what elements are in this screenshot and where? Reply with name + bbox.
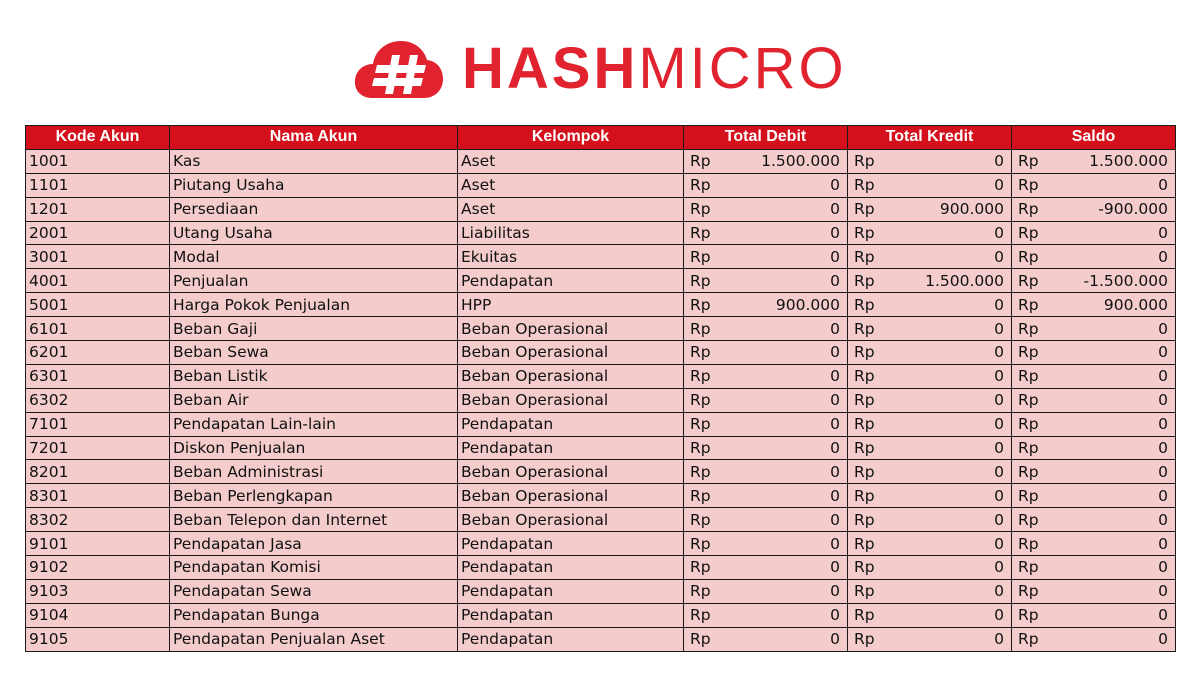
currency-label: Rp xyxy=(690,152,711,171)
table-row xyxy=(26,269,1176,293)
cell-saldo xyxy=(1012,603,1176,627)
currency-label: Rp xyxy=(1018,271,1039,290)
currency-label: Rp xyxy=(854,630,875,649)
currency-label: Rp xyxy=(690,200,711,219)
currency-label: Rp xyxy=(1018,534,1039,553)
cell-kode-akun: 4001 xyxy=(26,269,170,293)
table-row xyxy=(26,508,1176,532)
currency-label: Rp xyxy=(1018,462,1039,481)
amount-value: 0 xyxy=(830,176,840,195)
cell-nama-akun: Pendapatan Jasa xyxy=(170,532,458,556)
currency-label: Rp xyxy=(1018,319,1039,338)
currency-label: Rp xyxy=(854,391,875,410)
currency-label: Rp xyxy=(1018,224,1039,242)
cell-total-debit xyxy=(684,341,848,365)
currency-label: Rp xyxy=(1018,152,1039,171)
currency-label: Rp xyxy=(854,486,875,505)
currency-label: Rp xyxy=(854,295,875,314)
amount-value: 0 xyxy=(1158,391,1168,410)
currency-label: Rp xyxy=(690,582,711,601)
cell-saldo xyxy=(1012,484,1176,508)
cell-kelompok: Pendapatan xyxy=(458,627,684,651)
amount-value: 0 xyxy=(994,319,1004,338)
cell-total-kredit xyxy=(848,579,1012,603)
cell-kode-akun: 1201 xyxy=(26,197,170,221)
amount-value: 900.000 xyxy=(1103,295,1168,314)
cell-kode-akun: 3001 xyxy=(26,245,170,269)
cell-saldo xyxy=(1012,579,1176,603)
cell-nama-akun: Beban Listik xyxy=(170,364,458,388)
cell-total-kredit xyxy=(848,532,1012,556)
table-row xyxy=(26,388,1176,412)
amount-value: 0 xyxy=(994,367,1004,386)
amount-value: 0 xyxy=(830,200,840,219)
amount-value: 0 xyxy=(994,247,1004,266)
currency-label: Rp xyxy=(690,224,711,242)
table-row xyxy=(26,603,1176,627)
cell-kelompok: Pendapatan xyxy=(458,603,684,627)
amount-value: 0 xyxy=(830,247,840,266)
cell-total-debit xyxy=(684,412,848,436)
currency-label: Rp xyxy=(854,558,875,577)
currency-label: Rp xyxy=(854,606,875,625)
cell-total-debit xyxy=(684,603,848,627)
cell-kelompok: Pendapatan xyxy=(458,269,684,293)
amount-value: 900.000 xyxy=(775,295,840,314)
cell-kode-akun: 9103 xyxy=(26,579,170,603)
cell-saldo xyxy=(1012,173,1176,197)
table-row xyxy=(26,556,1176,580)
amount-value: 0 xyxy=(1158,439,1168,458)
table-header-row xyxy=(26,126,1176,150)
currency-label: Rp xyxy=(854,200,875,219)
currency-label: Rp xyxy=(1018,176,1039,195)
cell-kelompok: Pendapatan xyxy=(458,436,684,460)
brand-wordmark xyxy=(462,36,847,102)
amount-value: 0 xyxy=(994,176,1004,195)
header-kelompok: Kelompok xyxy=(458,126,684,150)
brand-name-regular: MICRO xyxy=(638,36,847,101)
amount-value: 0 xyxy=(994,343,1004,362)
amount-value: 0 xyxy=(830,510,840,529)
header-kode-akun: Kode Akun xyxy=(26,126,170,150)
amount-value: 0 xyxy=(1158,558,1168,577)
cell-total-debit xyxy=(684,556,848,580)
table-row xyxy=(26,245,1176,269)
table-row xyxy=(26,317,1176,341)
cell-saldo xyxy=(1012,627,1176,651)
currency-label: Rp xyxy=(690,247,711,266)
cell-kode-akun: 6301 xyxy=(26,364,170,388)
cell-total-debit xyxy=(684,197,848,221)
cell-total-kredit xyxy=(848,484,1012,508)
cell-saldo xyxy=(1012,149,1176,173)
currency-label: Rp xyxy=(690,462,711,481)
currency-label: Rp xyxy=(690,606,711,625)
cell-saldo xyxy=(1012,245,1176,269)
amount-value: 0 xyxy=(830,606,840,625)
cell-kelompok: Beban Operasional xyxy=(458,341,684,365)
amount-value: 1.500.000 xyxy=(925,271,1004,290)
currency-label: Rp xyxy=(690,486,711,505)
cell-kode-akun: 8301 xyxy=(26,484,170,508)
amount-value: 0 xyxy=(994,534,1004,553)
cell-total-kredit xyxy=(848,293,1012,317)
cell-total-kredit xyxy=(848,603,1012,627)
account-table xyxy=(25,125,1176,652)
cell-saldo xyxy=(1012,364,1176,388)
amount-value: 0 xyxy=(994,510,1004,529)
cell-total-debit xyxy=(684,293,848,317)
currency-label: Rp xyxy=(1018,630,1039,649)
cell-total-kredit xyxy=(848,149,1012,173)
cell-nama-akun: Diskon Penjualan xyxy=(170,436,458,460)
cell-total-kredit xyxy=(848,460,1012,484)
cell-total-kredit xyxy=(848,245,1012,269)
currency-label: Rp xyxy=(854,224,875,242)
cell-saldo xyxy=(1012,460,1176,484)
currency-label: Rp xyxy=(1018,606,1039,625)
cell-nama-akun: Pendapatan Bunga xyxy=(170,603,458,627)
amount-value: 0 xyxy=(1158,343,1168,362)
amount-value: 1.500.000 xyxy=(761,152,840,171)
currency-label: Rp xyxy=(854,510,875,529)
amount-value: 0 xyxy=(830,462,840,481)
currency-label: Rp xyxy=(690,176,711,195)
cell-total-debit xyxy=(684,579,848,603)
cell-total-kredit xyxy=(848,436,1012,460)
cell-kelompok: Beban Operasional xyxy=(458,317,684,341)
cell-kode-akun: 9104 xyxy=(26,603,170,627)
currency-label: Rp xyxy=(1018,391,1039,410)
amount-value: 0 xyxy=(830,439,840,458)
amount-value: 0 xyxy=(830,558,840,577)
table-row xyxy=(26,627,1176,651)
currency-label: Rp xyxy=(690,439,711,458)
cell-kode-akun: 7101 xyxy=(26,412,170,436)
amount-value: 0 xyxy=(1158,415,1168,434)
amount-value: 0 xyxy=(1158,319,1168,338)
cell-kode-akun: 1001 xyxy=(26,149,170,173)
amount-value: 0 xyxy=(830,319,840,338)
cell-total-debit xyxy=(684,627,848,651)
cell-total-kredit xyxy=(848,221,1012,245)
cell-saldo xyxy=(1012,412,1176,436)
cell-nama-akun: Beban Telepon dan Internet xyxy=(170,508,458,532)
cell-total-debit xyxy=(684,149,848,173)
cell-kelompok: Beban Operasional xyxy=(458,460,684,484)
table-row xyxy=(26,221,1176,245)
cell-saldo xyxy=(1012,341,1176,365)
amount-value: 0 xyxy=(830,391,840,410)
cell-kode-akun: 9102 xyxy=(26,556,170,580)
cell-saldo xyxy=(1012,532,1176,556)
table-row xyxy=(26,364,1176,388)
cell-nama-akun: Harga Pokok Penjualan xyxy=(170,293,458,317)
cell-saldo xyxy=(1012,556,1176,580)
currency-label: Rp xyxy=(854,176,875,195)
brand-logo xyxy=(352,36,847,102)
amount-value: -900.000 xyxy=(1098,200,1168,219)
amount-value: 0 xyxy=(994,224,1004,242)
cell-kelompok: Beban Operasional xyxy=(458,508,684,532)
amount-value: 0 xyxy=(994,439,1004,458)
currency-label: Rp xyxy=(1018,200,1039,219)
table-row xyxy=(26,460,1176,484)
amount-value: 0 xyxy=(994,462,1004,481)
table-row xyxy=(26,341,1176,365)
currency-label: Rp xyxy=(690,271,711,290)
cell-total-debit xyxy=(684,508,848,532)
cell-nama-akun: Penjualan xyxy=(170,269,458,293)
amount-value: 0 xyxy=(1158,224,1168,242)
amount-value: 0 xyxy=(1158,510,1168,529)
header-saldo: Saldo xyxy=(1012,126,1176,150)
amount-value: 0 xyxy=(1158,606,1168,625)
table-row xyxy=(26,173,1176,197)
cell-saldo xyxy=(1012,388,1176,412)
table-row xyxy=(26,579,1176,603)
currency-label: Rp xyxy=(854,462,875,481)
cell-total-kredit xyxy=(848,388,1012,412)
amount-value: -1.500.000 xyxy=(1083,271,1168,290)
currency-label: Rp xyxy=(854,319,875,338)
amount-value: 0 xyxy=(1158,367,1168,386)
cell-saldo xyxy=(1012,293,1176,317)
amount-value: 0 xyxy=(830,343,840,362)
cell-total-debit xyxy=(684,532,848,556)
cell-total-debit xyxy=(684,269,848,293)
cell-nama-akun: Beban Sewa xyxy=(170,341,458,365)
cell-kelompok: Beban Operasional xyxy=(458,484,684,508)
currency-label: Rp xyxy=(854,534,875,553)
currency-label: Rp xyxy=(690,343,711,362)
amount-value: 0 xyxy=(1158,582,1168,601)
amount-value: 900.000 xyxy=(939,200,1004,219)
cell-kelompok: Liabilitas xyxy=(458,221,684,245)
cell-nama-akun: Beban Gaji xyxy=(170,317,458,341)
currency-label: Rp xyxy=(690,558,711,577)
cell-total-kredit xyxy=(848,364,1012,388)
amount-value: 0 xyxy=(1158,247,1168,266)
cell-kode-akun: 5001 xyxy=(26,293,170,317)
currency-label: Rp xyxy=(1018,415,1039,434)
currency-label: Rp xyxy=(690,415,711,434)
cell-kode-akun: 8302 xyxy=(26,508,170,532)
amount-value: 0 xyxy=(994,391,1004,410)
cell-total-kredit xyxy=(848,173,1012,197)
cell-kelompok: Pendapatan xyxy=(458,579,684,603)
cell-nama-akun: Pendapatan Sewa xyxy=(170,579,458,603)
cell-saldo xyxy=(1012,197,1176,221)
currency-label: Rp xyxy=(854,247,875,266)
currency-label: Rp xyxy=(1018,295,1039,314)
table-row xyxy=(26,149,1176,173)
cell-total-debit xyxy=(684,460,848,484)
cell-kelompok: Ekuitas xyxy=(458,245,684,269)
amount-value: 0 xyxy=(830,224,840,242)
table-row xyxy=(26,412,1176,436)
amount-value: 0 xyxy=(1158,176,1168,195)
amount-value: 0 xyxy=(994,415,1004,434)
cell-total-debit xyxy=(684,436,848,460)
cell-nama-akun: Beban Administrasi xyxy=(170,460,458,484)
amount-value: 0 xyxy=(830,486,840,505)
cell-total-kredit xyxy=(848,556,1012,580)
cell-total-debit xyxy=(684,484,848,508)
currency-label: Rp xyxy=(1018,439,1039,458)
cell-total-kredit xyxy=(848,269,1012,293)
cell-kode-akun: 6302 xyxy=(26,388,170,412)
amount-value: 0 xyxy=(1158,462,1168,481)
currency-label: Rp xyxy=(1018,486,1039,505)
cell-kelompok: Pendapatan xyxy=(458,556,684,580)
currency-label: Rp xyxy=(854,343,875,362)
amount-value: 0 xyxy=(1158,630,1168,649)
cell-nama-akun: Piutang Usaha xyxy=(170,173,458,197)
cell-kode-akun: 2001 xyxy=(26,221,170,245)
amount-value: 0 xyxy=(994,558,1004,577)
table-row xyxy=(26,436,1176,460)
cell-kelompok: Aset xyxy=(458,173,684,197)
currency-label: Rp xyxy=(1018,582,1039,601)
header-nama-akun: Nama Akun xyxy=(170,126,458,150)
currency-label: Rp xyxy=(1018,247,1039,266)
cell-nama-akun: Pendapatan Penjualan Aset xyxy=(170,627,458,651)
currency-label: Rp xyxy=(690,534,711,553)
amount-value: 0 xyxy=(994,295,1004,314)
cell-saldo xyxy=(1012,436,1176,460)
table-row xyxy=(26,293,1176,317)
amount-value: 0 xyxy=(994,630,1004,649)
cell-kelompok: Aset xyxy=(458,197,684,221)
currency-label: Rp xyxy=(690,295,711,314)
amount-value: 0 xyxy=(830,630,840,649)
table-body xyxy=(26,149,1176,651)
cell-total-debit xyxy=(684,221,848,245)
cell-kode-akun: 6201 xyxy=(26,341,170,365)
cell-kelompok: Beban Operasional xyxy=(458,364,684,388)
currency-label: Rp xyxy=(690,367,711,386)
cell-kelompok: Pendapatan xyxy=(458,412,684,436)
currency-label: Rp xyxy=(854,271,875,290)
table-row xyxy=(26,532,1176,556)
currency-label: Rp xyxy=(690,630,711,649)
cell-saldo xyxy=(1012,508,1176,532)
amount-value: 0 xyxy=(1158,534,1168,553)
amount-value: 0 xyxy=(830,582,840,601)
amount-value: 0 xyxy=(830,415,840,434)
cell-kode-akun: 1101 xyxy=(26,173,170,197)
cell-kelompok: Pendapatan xyxy=(458,532,684,556)
table-row xyxy=(26,484,1176,508)
currency-label: Rp xyxy=(854,582,875,601)
currency-label: Rp xyxy=(690,391,711,410)
cell-saldo xyxy=(1012,317,1176,341)
cell-kelompok: Aset xyxy=(458,149,684,173)
currency-label: Rp xyxy=(1018,367,1039,386)
cell-nama-akun: Pendapatan Lain-lain xyxy=(170,412,458,436)
currency-label: Rp xyxy=(854,439,875,458)
currency-label: Rp xyxy=(690,510,711,529)
cell-nama-akun: Persediaan xyxy=(170,197,458,221)
cell-total-debit xyxy=(684,173,848,197)
cell-total-debit xyxy=(684,364,848,388)
cell-kode-akun: 8201 xyxy=(26,460,170,484)
cell-nama-akun: Utang Usaha xyxy=(170,221,458,245)
cell-total-kredit xyxy=(848,508,1012,532)
cell-nama-akun: Kas xyxy=(170,149,458,173)
amount-value: 1.500.000 xyxy=(1089,152,1168,171)
cell-kelompok: HPP xyxy=(458,293,684,317)
header-total-debit: Total Debit xyxy=(684,126,848,150)
amount-value: 0 xyxy=(994,486,1004,505)
cell-kelompok: Beban Operasional xyxy=(458,388,684,412)
currency-label: Rp xyxy=(1018,510,1039,529)
header-total-kredit: Total Kredit xyxy=(848,126,1012,150)
cell-kode-akun: 9101 xyxy=(26,532,170,556)
cell-total-kredit xyxy=(848,341,1012,365)
amount-value: 0 xyxy=(830,534,840,553)
brand-name-bold: HASH xyxy=(462,36,639,101)
cell-nama-akun: Beban Perlengkapan xyxy=(170,484,458,508)
cell-kode-akun: 6101 xyxy=(26,317,170,341)
amount-value: 0 xyxy=(994,606,1004,625)
cell-total-debit xyxy=(684,317,848,341)
currency-label: Rp xyxy=(854,152,875,171)
cell-nama-akun: Beban Air xyxy=(170,388,458,412)
amount-value: 0 xyxy=(830,367,840,386)
cell-total-kredit xyxy=(848,197,1012,221)
cell-kode-akun: 7201 xyxy=(26,436,170,460)
currency-label: Rp xyxy=(1018,558,1039,577)
cell-total-debit xyxy=(684,245,848,269)
currency-label: Rp xyxy=(854,415,875,434)
currency-label: Rp xyxy=(854,367,875,386)
amount-value: 0 xyxy=(830,271,840,290)
table-row xyxy=(26,197,1176,221)
cell-total-kredit xyxy=(848,317,1012,341)
cell-saldo xyxy=(1012,269,1176,293)
cell-total-kredit xyxy=(848,412,1012,436)
cell-kode-akun: 9105 xyxy=(26,627,170,651)
currency-label: Rp xyxy=(1018,343,1039,362)
cell-saldo xyxy=(1012,221,1176,245)
cell-total-kredit xyxy=(848,627,1012,651)
currency-label: Rp xyxy=(690,319,711,338)
cell-total-debit xyxy=(684,388,848,412)
cell-nama-akun: Modal xyxy=(170,245,458,269)
amount-value: 0 xyxy=(994,152,1004,171)
amount-value: 0 xyxy=(994,582,1004,601)
hashtag-cloud-icon xyxy=(352,36,444,102)
amount-value: 0 xyxy=(1158,486,1168,505)
cell-nama-akun: Pendapatan Komisi xyxy=(170,556,458,580)
